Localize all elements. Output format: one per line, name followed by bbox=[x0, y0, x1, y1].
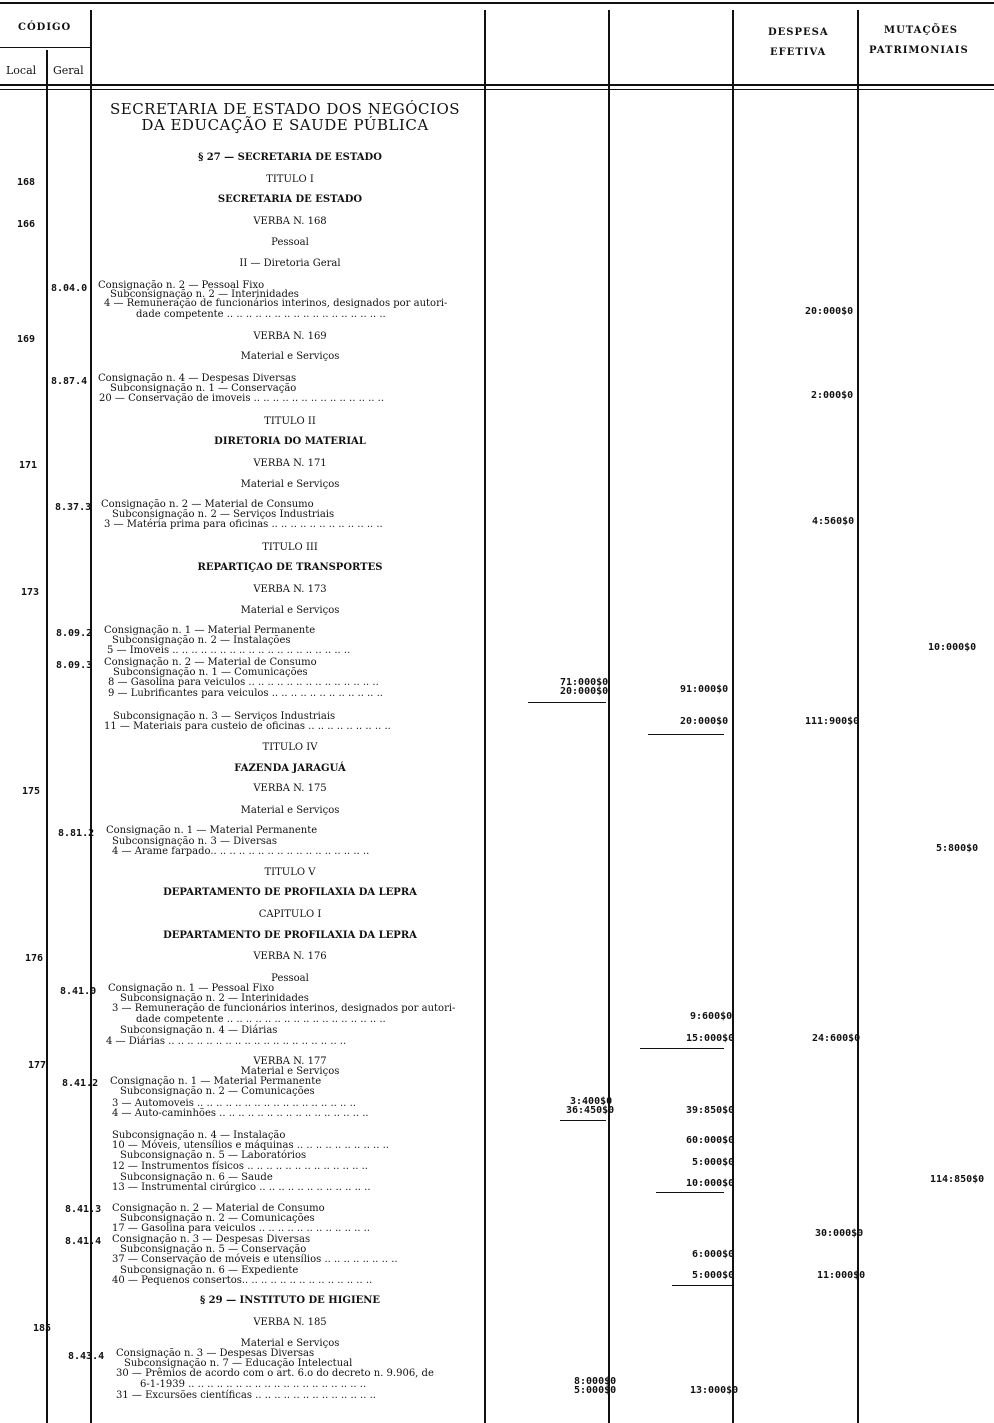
geral-code: 8.41.3 bbox=[65, 1204, 102, 1215]
subconsignacao-line: Subconsignação n. 2 — Instalações bbox=[112, 635, 291, 646]
item-line: 11 — Materiais para custeio de oficinas .. .. .. .. .. .. .. .. .. bbox=[104, 721, 391, 732]
header-patrimoniais: PATRIMONIAIS bbox=[869, 45, 969, 56]
geral-code: 8.41.2 bbox=[62, 1078, 99, 1089]
subconsignacao-line: Subconsignação n. 4 — Diárias bbox=[120, 1025, 278, 1036]
subconsignacao-line: Subconsignação n. 7 — Educação Intelectual bbox=[124, 1358, 353, 1369]
local-code: 175 bbox=[22, 786, 41, 797]
consignacao-line: Consignação n. 3 — Despesas Diversas bbox=[112, 1234, 311, 1245]
local-code: 168 bbox=[17, 177, 36, 188]
col-divider-amt2 bbox=[732, 10, 734, 1423]
item-line: 4 — Auto-caminhões .. .. .. .. .. .. .. .. .. .. .. .. .. .. .. .. bbox=[112, 1108, 369, 1119]
geral-code: 8.41.0 bbox=[60, 986, 97, 997]
amount-despesa: 4:560$0 bbox=[812, 516, 855, 527]
verba-heading: VERBA N. 171 bbox=[253, 458, 327, 469]
verba-heading: VERBA N. 168 bbox=[253, 216, 327, 227]
item-line: 30 — Prêmios de acordo com o art. 6.o do decreto n. 9.906, de bbox=[116, 1368, 434, 1379]
amount-despesa: 11:000$0 bbox=[817, 1270, 866, 1281]
geral-code: 8.81.2 bbox=[58, 828, 95, 839]
subconsignacao-line: Subconsignação n. 2 — Comunicações bbox=[120, 1213, 315, 1224]
subconsignacao-line: Subconsignação n. 5 — Conservação bbox=[120, 1244, 307, 1255]
subconsignacao-line: Subconsignação n. 2 — Interinidades bbox=[110, 289, 299, 300]
consignacao-line: Consignação n. 3 — Despesas Diversas bbox=[116, 1348, 315, 1359]
item-line: 3 — Automoveis .. .. .. .. .. .. .. .. .. .. .. .. .. .. .. .. .. bbox=[112, 1098, 356, 1109]
subheading: Material e Serviços bbox=[240, 805, 340, 816]
subconsignacao-line: Subconsignação n. 6 — Saude bbox=[120, 1172, 273, 1183]
subconsignacao-line: Subconsignação n. 5 — Laboratórios bbox=[120, 1150, 307, 1161]
item-line: 10 — Móveis, utensílios e máquinas .. .. .. .. .. .. .. .. .. .. bbox=[112, 1140, 389, 1151]
local-code: 176 bbox=[25, 953, 44, 964]
geral-code: 8.87.4 bbox=[51, 376, 88, 387]
subtotal-rule bbox=[528, 702, 606, 703]
secretaria-title-2: DA EDUCAÇÃO E SAUDE PÚBLICA bbox=[141, 116, 429, 134]
item-line: 37 — Conservação de móveis e utensílios .. .. .. .. .. .. .. .. bbox=[112, 1254, 398, 1265]
amount-col1: 71:000$0 bbox=[560, 677, 609, 688]
local-code: 166 bbox=[17, 219, 36, 230]
section-heading: DIRETORIA DO MATERIAL bbox=[214, 436, 366, 447]
amount-col1: 5:000$0 bbox=[574, 1385, 617, 1396]
subheading: II — Diretoria Geral bbox=[239, 258, 341, 269]
verba-heading: VERBA N. 185 bbox=[253, 1317, 327, 1328]
subheading: Pessoal bbox=[271, 237, 309, 248]
subheading: Material e Serviços bbox=[240, 1066, 340, 1077]
geral-code: 8.09.2 bbox=[56, 628, 93, 639]
amount-col1: 3:400$0 bbox=[570, 1096, 613, 1107]
geral-code: 8.04.0 bbox=[51, 283, 88, 294]
section-heading: REPARTIÇAO DE TRANSPORTES bbox=[197, 562, 383, 573]
subconsignacao-line: Subconsignação n. 2 — Serviços Industriais bbox=[112, 509, 335, 520]
col-divider-amt1 bbox=[608, 10, 610, 1423]
section-heading: § 27 — SECRETARIA DE ESTADO bbox=[198, 152, 382, 163]
item-line: 4 — Remuneração de funcionários interinos, designados por autori- bbox=[104, 298, 448, 309]
verba-heading: VERBA N. 175 bbox=[253, 783, 327, 794]
subtotal-rule bbox=[640, 1048, 724, 1049]
item-line: 20 — Conservação de imoveis .. .. .. .. .. .. .. .. .. .. .. .. .. .. bbox=[99, 393, 384, 404]
subheading: Material e Serviços bbox=[240, 1338, 340, 1349]
subconsignacao-line: Subconsignação n. 1 — Conservação bbox=[110, 383, 297, 394]
amount-despesa: 111:900$0 bbox=[805, 716, 860, 727]
subtotal-rule bbox=[656, 1192, 724, 1193]
subheading: Material e Serviços bbox=[240, 479, 340, 490]
header-local: Local bbox=[6, 64, 37, 77]
item-line: 6-1-1939 .. .. .. .. .. .. .. .. .. .. .. .. .. .. .. .. .. .. .. bbox=[140, 1379, 367, 1390]
local-code: 185 bbox=[33, 1323, 52, 1334]
subtotal-rule bbox=[560, 1120, 606, 1121]
amount-mutacoes: 10:000$0 bbox=[928, 642, 977, 653]
titulo-heading: TITULO III bbox=[262, 542, 318, 553]
amount-col2: 15:000$0 bbox=[686, 1033, 735, 1044]
amount-col1: 8:000$0 bbox=[574, 1376, 617, 1387]
header-codigo: CÓDIGO bbox=[18, 22, 72, 33]
header-mutacoes: MUTAÇÕES bbox=[884, 25, 958, 36]
item-line: 31 — Excursões científicas .. .. .. .. .. .. .. .. .. .. .. .. .. bbox=[116, 1390, 376, 1401]
amount-despesa: 20:000$0 bbox=[805, 306, 854, 317]
amount-col2: 5:000$0 bbox=[692, 1270, 735, 1281]
header-rule-2 bbox=[0, 89, 994, 90]
consignacao-line: Consignação n. 2 — Material de Consumo bbox=[112, 1203, 325, 1214]
consignacao-line: Consignação n. 1 — Material Permanente bbox=[110, 1076, 322, 1087]
item-line: 3 — Matéria prima para oficinas .. .. .. .. .. .. .. .. .. .. .. .. bbox=[104, 519, 383, 530]
amount-col2: 20:000$0 bbox=[680, 716, 729, 727]
subconsignacao-line: Subconsignação n. 2 — Comunicações bbox=[120, 1086, 315, 1097]
geral-code: 8.09.3 bbox=[56, 660, 93, 671]
item-line: dade competente .. .. .. .. .. .. .. .. .. .. .. .. .. .. .. .. .. bbox=[136, 309, 386, 320]
header-despesa: DESPESA bbox=[768, 27, 829, 38]
consignacao-line: Consignação n. 1 — Material Permanente bbox=[104, 625, 316, 636]
geral-code: 8.37.3 bbox=[55, 502, 92, 513]
amount-despesa: 30:000$0 bbox=[815, 1228, 864, 1239]
titulo-heading: TITULO V bbox=[264, 867, 316, 878]
local-code: 177 bbox=[28, 1060, 47, 1071]
col-divider-desc bbox=[484, 10, 486, 1423]
subconsignacao-line: Subconsignação n. 2 — Interinidades bbox=[120, 993, 309, 1004]
verba-heading: VERBA N. 169 bbox=[253, 331, 327, 342]
amount-despesa: 24:600$0 bbox=[812, 1033, 861, 1044]
header-efetiva: EFETIVA bbox=[770, 47, 827, 58]
subtotal-rule bbox=[672, 1285, 732, 1286]
verba-heading: VERBA N. 177 bbox=[253, 1056, 327, 1067]
amount-col2: 10:000$0 bbox=[686, 1178, 735, 1189]
section-heading: SECRETARIA DE ESTADO bbox=[217, 194, 363, 205]
item-line: dade competente .. .. .. .. .. .. .. .. .. .. .. .. .. .. .. .. .. bbox=[136, 1014, 386, 1025]
consignacao-line: Consignação n. 1 — Pessoal Fixo bbox=[108, 983, 275, 994]
section-heading: DEPARTAMENTO DE PROFILAXIA DA LEPRA bbox=[163, 930, 417, 941]
verba-heading: VERBA N. 176 bbox=[253, 951, 327, 962]
top-rule bbox=[0, 2, 994, 4]
item-line: 9 — Lubrificantes para veiculos .. .. .. .. .. .. .. .. .. .. .. .. bbox=[108, 688, 383, 699]
capitulo-heading: CAPITULO I bbox=[258, 909, 322, 920]
subconsignacao-line: Subconsignação n. 4 — Instalação bbox=[112, 1130, 286, 1141]
section-heading: FAZENDA JARAGUÁ bbox=[234, 763, 346, 774]
amount-col2: 60:000$0 bbox=[686, 1135, 735, 1146]
secretaria-title-1: SECRETARIA DE ESTADO DOS NEGÓCIOS bbox=[109, 100, 461, 118]
subconsignacao-line: Subconsignação n. 1 — Comunicações bbox=[113, 667, 308, 678]
amount-mutacoes: 5:800$0 bbox=[936, 843, 979, 854]
item-line: 17 — Gasolina para veiculos .. .. .. .. .. .. .. .. .. .. .. .. bbox=[112, 1223, 371, 1234]
section-heading: § 29 — INSTITUTO DE HIGIENE bbox=[199, 1295, 381, 1306]
item-line: 12 — Instrumentos físicos .. .. .. .. .. .. .. .. .. .. .. .. .. bbox=[112, 1161, 368, 1172]
amount-mutacoes: 114:850$0 bbox=[930, 1174, 985, 1185]
amount-col1: 20:000$0 bbox=[560, 686, 609, 697]
header-geral: Geral bbox=[53, 64, 84, 77]
amount-col2: 91:000$0 bbox=[680, 684, 729, 695]
item-line: 4 — Arame farpado.. .. .. .. .. .. .. .. .. .. .. .. .. .. .. .. .. bbox=[112, 846, 370, 857]
subheading: Pessoal bbox=[271, 973, 309, 984]
verba-heading: VERBA N. 173 bbox=[253, 584, 327, 595]
section-heading: DEPARTAMENTO DE PROFILAXIA DA LEPRA bbox=[163, 887, 417, 898]
consignacao-line: Consignação n. 2 — Pessoal Fixo bbox=[98, 280, 265, 291]
subconsignacao-line: Subconsignação n. 3 — Serviços Industriais bbox=[113, 711, 336, 722]
titulo-heading: TITULO I bbox=[266, 174, 314, 185]
codigo-split-rule bbox=[0, 47, 90, 48]
consignacao-line: Consignação n. 4 — Despesas Diversas bbox=[98, 373, 297, 384]
titulo-heading: TITULO IV bbox=[262, 742, 318, 753]
item-line: 13 — Instrumental cirúrgico .. .. .. .. .. .. .. .. .. .. .. .. bbox=[112, 1182, 371, 1193]
subheading: Material e Serviços bbox=[240, 605, 340, 616]
col-divider-local bbox=[46, 50, 48, 1423]
local-code: 169 bbox=[17, 334, 36, 345]
item-line: 5 — Imoveis .. .. .. .. .. .. .. .. .. .. .. .. .. .. .. .. .. .. .. bbox=[107, 645, 351, 656]
geral-code: 8.41.4 bbox=[65, 1236, 102, 1247]
amount-col2: 39:850$0 bbox=[686, 1105, 735, 1116]
item-line: 8 — Gasolina para veiculos .. .. .. .. .. .. .. .. .. .. .. .. .. .. bbox=[108, 677, 379, 688]
amount-despesa: 2:000$0 bbox=[811, 390, 854, 401]
subheading: Material e Serviços bbox=[240, 351, 340, 362]
subconsignacao-line: Subconsignação n. 3 — Diversas bbox=[112, 836, 277, 847]
amount-col2: 13:000$0 bbox=[690, 1385, 739, 1396]
item-line: 40 — Pequenos consertos.. .. .. .. .. .. .. .. .. .. .. .. .. .. bbox=[112, 1275, 373, 1286]
subconsignacao-line: Subconsignação n. 6 — Expediente bbox=[120, 1265, 299, 1276]
item-line: 4 — Diárias .. .. .. .. .. .. .. .. .. .. .. .. .. .. .. .. .. .. .. bbox=[106, 1036, 347, 1047]
item-line: 3 — Remuneração de funcionários interinos, designados por autori- bbox=[112, 1003, 456, 1014]
geral-code: 8.43.4 bbox=[68, 1351, 105, 1362]
consignacao-line: Consignação n. 1 — Material Permanente bbox=[106, 825, 318, 836]
consignacao-line: Consignação n. 2 — Material de Consumo bbox=[104, 657, 317, 668]
header-rule-1 bbox=[0, 84, 994, 86]
titulo-heading: TITULO II bbox=[264, 416, 316, 427]
amount-col2: 6:000$0 bbox=[692, 1249, 735, 1260]
local-code: 171 bbox=[19, 460, 38, 471]
subtotal-rule bbox=[648, 734, 724, 735]
amount-col2: 5:000$0 bbox=[692, 1157, 735, 1168]
amount-col1: 36:450$0 bbox=[566, 1105, 615, 1116]
consignacao-line: Consignação n. 2 — Material de Consumo bbox=[101, 499, 314, 510]
amount-col2: 9:600$0 bbox=[690, 1011, 733, 1022]
local-code: 173 bbox=[21, 587, 40, 598]
